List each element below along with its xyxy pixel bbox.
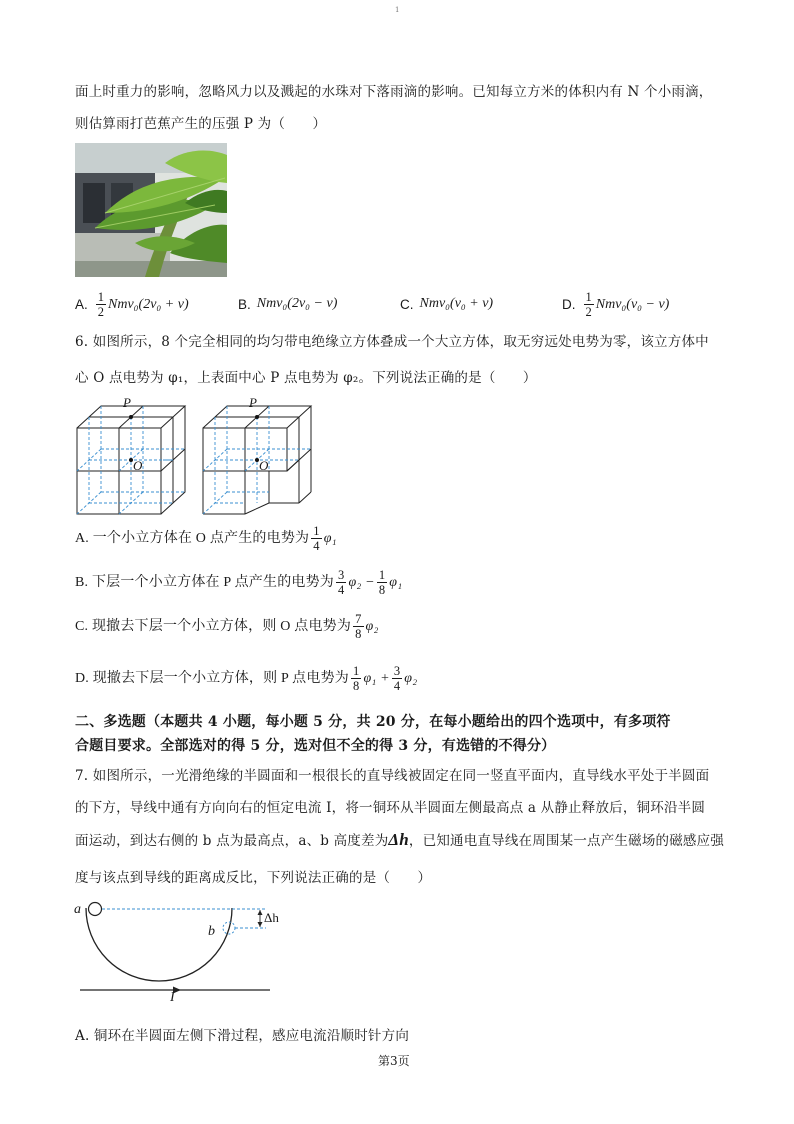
q7-label-b: b: [208, 924, 215, 939]
q5-option-d-expr: Nmv₀(v₀ − v): [595, 296, 670, 312]
q5-option-b[interactable]: B. Nmv₀(2v₀ − v): [238, 296, 338, 312]
q7-text-line3: 面运动，到达右侧的 b 点为最高点，a、b 高度差为Δh，已知通电直导线在周围某一点产生磁场的磁感应强: [75, 830, 725, 849]
q6-label-o-right: O: [259, 458, 269, 473]
q7-text-line4: 度与该点到导线的距离成反比，下列说法正确的是（ ）: [75, 870, 432, 886]
q7-label-dh: Δh: [264, 910, 279, 925]
q6-option-c[interactable]: C. 现撤去下层一个小立方体，则 O 点电势为 $\frac{7}{8}$ φ₂: [75, 612, 379, 641]
q6-label-p-left: P: [123, 395, 131, 410]
q5-option-d-fraction: $\frac{1}{2}$: [585, 290, 592, 319]
q6-cube-figure: [75, 395, 325, 518]
q6-option-b[interactable]: B. 下层一个小立方体在 P 点产生的电势为 $\frac{3}{4}$ φ₂ − $\frac{1}{8}$ φ₁: [75, 568, 403, 597]
q6-cube-figure-svg: [75, 400, 325, 518]
q5-text-line1: 面上时重力的影响，忽略风力以及溅起的水珠对下落雨滴的影响。已知每立方米的体积内有 N 个小雨滴，: [75, 84, 713, 100]
q7-option-a[interactable]: A. 铜环在半圆面左侧下滑过程，感应电流沿顺时针方向: [75, 1028, 410, 1044]
q7-text-line1: 7. 如图所示，一光滑绝缘的半圆面和一根很长的直导线被固定在同一竖直平面内，直导线水平处于半圆面: [75, 768, 710, 784]
q6-label-o-left: O: [133, 458, 143, 473]
q7-delta-h: Δh: [388, 830, 409, 849]
header-mark: 1: [395, 6, 400, 14]
q5-option-b-expr: Nmv₀(2v₀ − v): [256, 296, 338, 311]
q5-option-c[interactable]: C. Nmv₀(v₀ + v): [400, 296, 494, 312]
page-number: 第3页: [378, 1054, 410, 1068]
banana-leaf-photo: [75, 143, 227, 277]
q5-text-line2: 则估算雨打芭蕉产生的压强 P 为（ ）: [75, 116, 327, 132]
q6-option-d[interactable]: D. 现撤去下层一个小立方体，则 P 点电势为 $\frac{1}{8}$ φ₁ + $\frac{3}{4}$ φ₂: [75, 664, 418, 693]
q6-text-line1: 6. 如图所示，8 个完全相同的均匀带电绝缘立方体叠成一个大立方体，取无穷远处电势为零，该立方体中: [75, 334, 709, 350]
q5-option-a-fraction: $\frac{1}{2}$: [97, 290, 105, 319]
q6-label-p-right: P: [249, 395, 257, 410]
q6-option-a[interactable]: A. 一个小立方体在 O 点产生的电势为 $\frac{1}{4}$ φ₁: [75, 524, 337, 553]
q5-option-a[interactable]: A. $\frac{1}{2}$ Nmv₀(2v₀ + v): [75, 290, 189, 319]
q7-label-a: a: [74, 902, 81, 917]
q5-option-a-expr: Nmv₀(2v₀ + v): [108, 296, 189, 312]
q5-option-d[interactable]: D. $\frac{1}{2}$ Nmv₀(v₀ − v): [562, 290, 670, 319]
section2-heading-line2: 合题目要求。全部选对的得 5 分，选对但不全的得 3 分，有选错的不得分）: [75, 738, 556, 754]
q6-text-line2: 心 O 点电势为 φ₁，上表面中心 P 点电势为 φ₂。下列说法正确的是（ ）: [75, 370, 537, 386]
section2-heading-line1: 二、多选题（本题共 4 小题，每小题 5 分，共 20 分，在每小题给出的四个选项中，有多项符: [75, 714, 671, 730]
q5-option-c-expr: Nmv₀(v₀ + v): [419, 296, 494, 311]
q7-semicircle-figure: [72, 898, 282, 1008]
q7-label-current: I: [170, 990, 175, 1005]
q7-text-line2: 的下方，导线中通有方向向右的恒定电流 I，将一铜环从半圆面左侧最高点 a 从静止释放后，铜环沿半圆: [75, 800, 706, 816]
q7-semicircle-figure-svg: [72, 898, 282, 1008]
banana-leaf-photo-svg: [75, 143, 227, 277]
